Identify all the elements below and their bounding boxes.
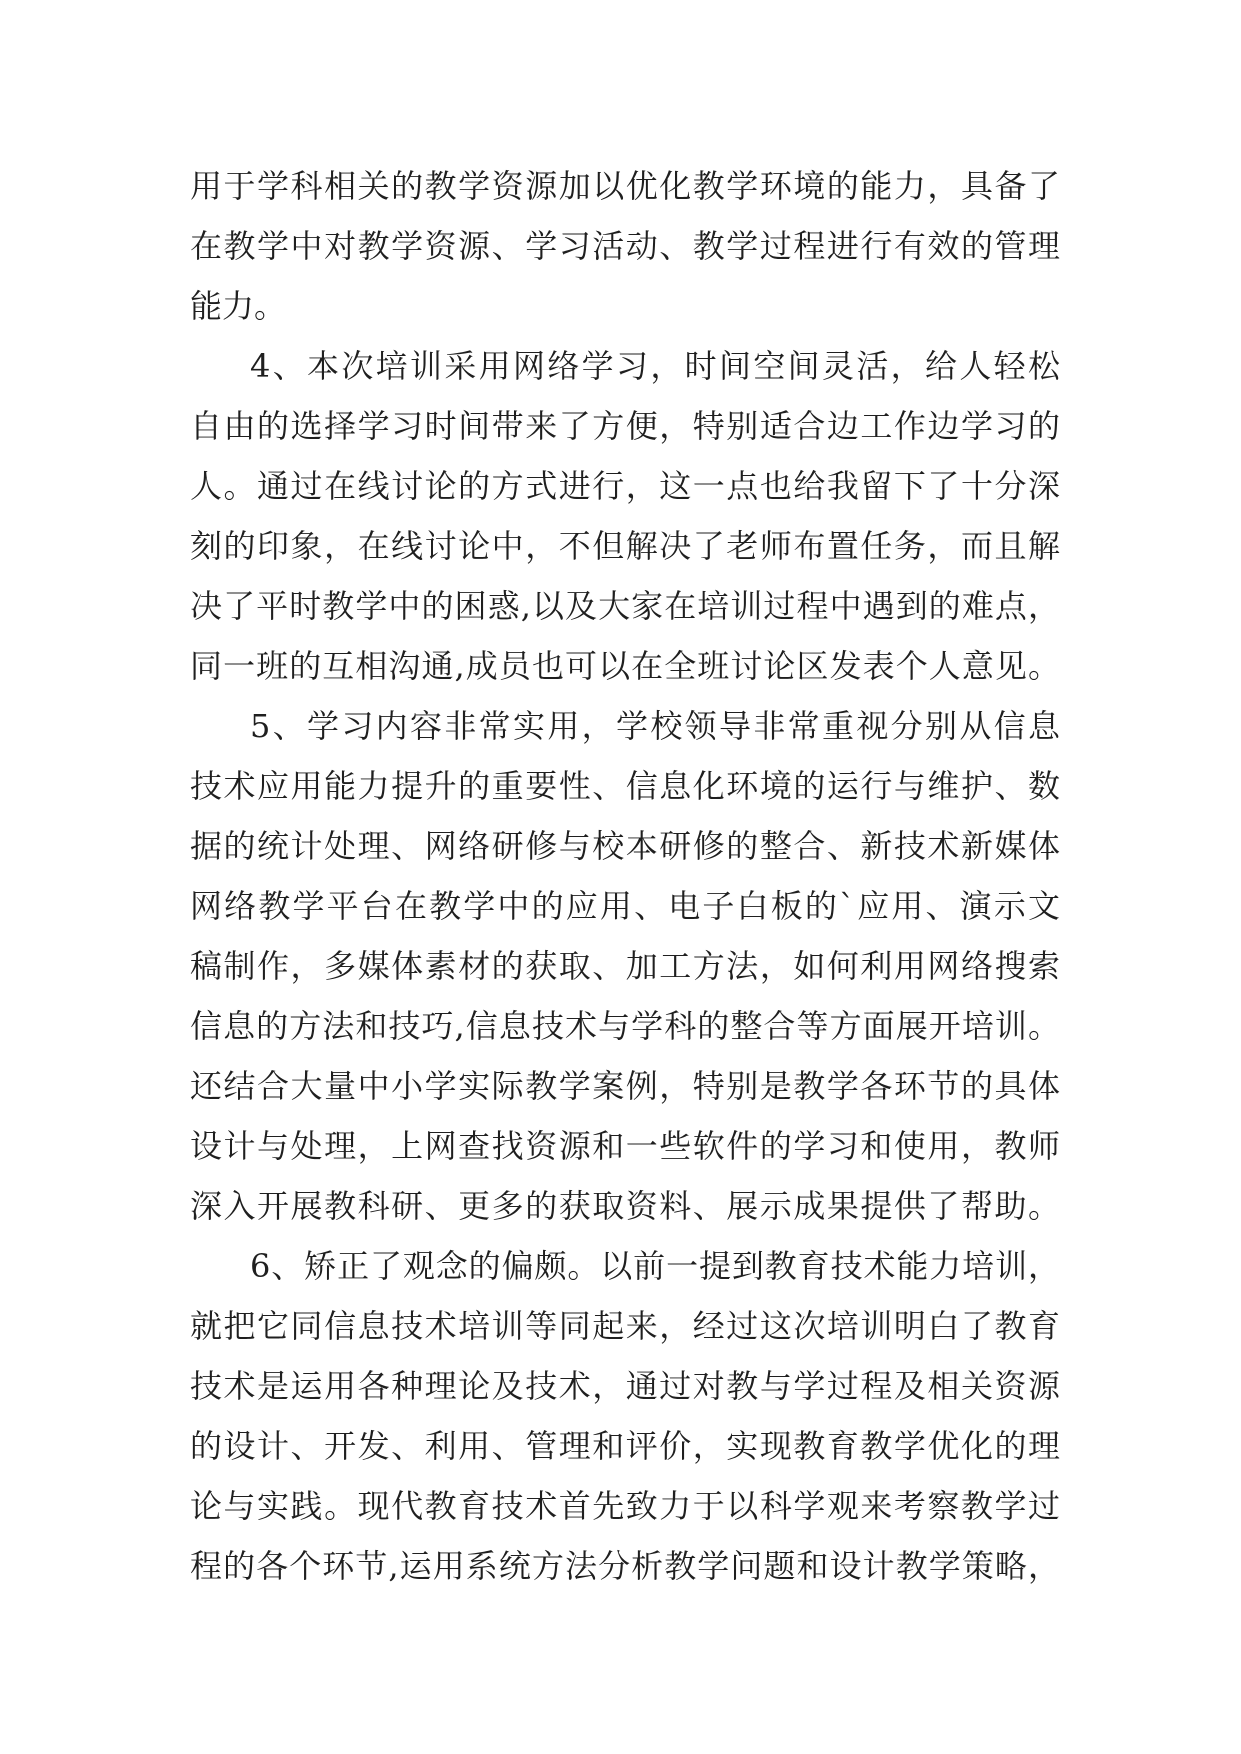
- text-line: 技术是运用各种理论及技术，通过对教与学过程及相关资源: [190, 1367, 1060, 1405]
- text-line: 在教学中对教学资源、学习活动、教学过程进行有效的管理: [190, 227, 1060, 265]
- paragraph-start-line: 4、本次培训采用网络学习，时间空间灵活，给人轻松: [250, 347, 1060, 385]
- text-line: 用于学科相关的教学资源加以优化教学环境的能力，具备了: [190, 167, 1060, 205]
- text-line: 信息的方法和技巧,信息技术与学科的整合等方面展开培训。: [190, 1007, 1060, 1045]
- paragraph-start-line: 6、矫正了观念的偏颇。以前一提到教育技术能力培训，: [250, 1247, 1060, 1285]
- text-line: 深入开展教科研、更多的获取资料、展示成果提供了帮助。: [190, 1187, 1060, 1225]
- text-line: 论与实践。现代教育技术首先致力于以科学观来考察教学过: [190, 1487, 1060, 1525]
- text-line: 据的统计处理、网络研修与校本研修的整合、新技术新媒体: [190, 827, 1060, 865]
- text-line: 网络教学平台在教学中的应用、电子白板的`应用、演示文: [190, 887, 1060, 925]
- text-line: 自由的选择学习时间带来了方便，特别适合边工作边学习的: [190, 407, 1060, 445]
- text-line: 决了平时教学中的困惑,以及大家在培训过程中遇到的难点，: [190, 587, 1060, 625]
- text-line: 程的各个环节,运用系统方法分析教学问题和设计教学策略，: [190, 1547, 1060, 1585]
- text-line: 能力。: [190, 287, 287, 325]
- text-line: 人。通过在线讨论的方式进行，这一点也给我留下了十分深: [190, 467, 1060, 505]
- paragraph-start-line: 5、学习内容非常实用，学校领导非常重视分别从信息: [250, 707, 1060, 745]
- text-line: 刻的印象，在线讨论中，不但解决了老师布置任务，而且解: [190, 527, 1060, 565]
- text-line: 设计与处理，上网查找资源和一些软件的学习和使用，教师: [190, 1127, 1060, 1165]
- body-text: [190, 156, 1060, 1596]
- text-line: 还结合大量中小学实际教学案例，特别是教学各环节的具体: [190, 1067, 1060, 1105]
- text-line: 技术应用能力提升的重要性、信息化环境的运行与维护、数: [190, 767, 1060, 805]
- text-line: 的设计、开发、利用、管理和评价，实现教育教学优化的理: [190, 1427, 1060, 1465]
- text-line: 稿制作，多媒体素材的获取、加工方法，如何利用网络搜索: [190, 947, 1060, 985]
- text-line: 就把它同信息技术培训等同起来，经过这次培训明白了教育: [190, 1307, 1060, 1345]
- text-line: 同一班的互相沟通,成员也可以在全班讨论区发表个人意见。: [190, 647, 1060, 685]
